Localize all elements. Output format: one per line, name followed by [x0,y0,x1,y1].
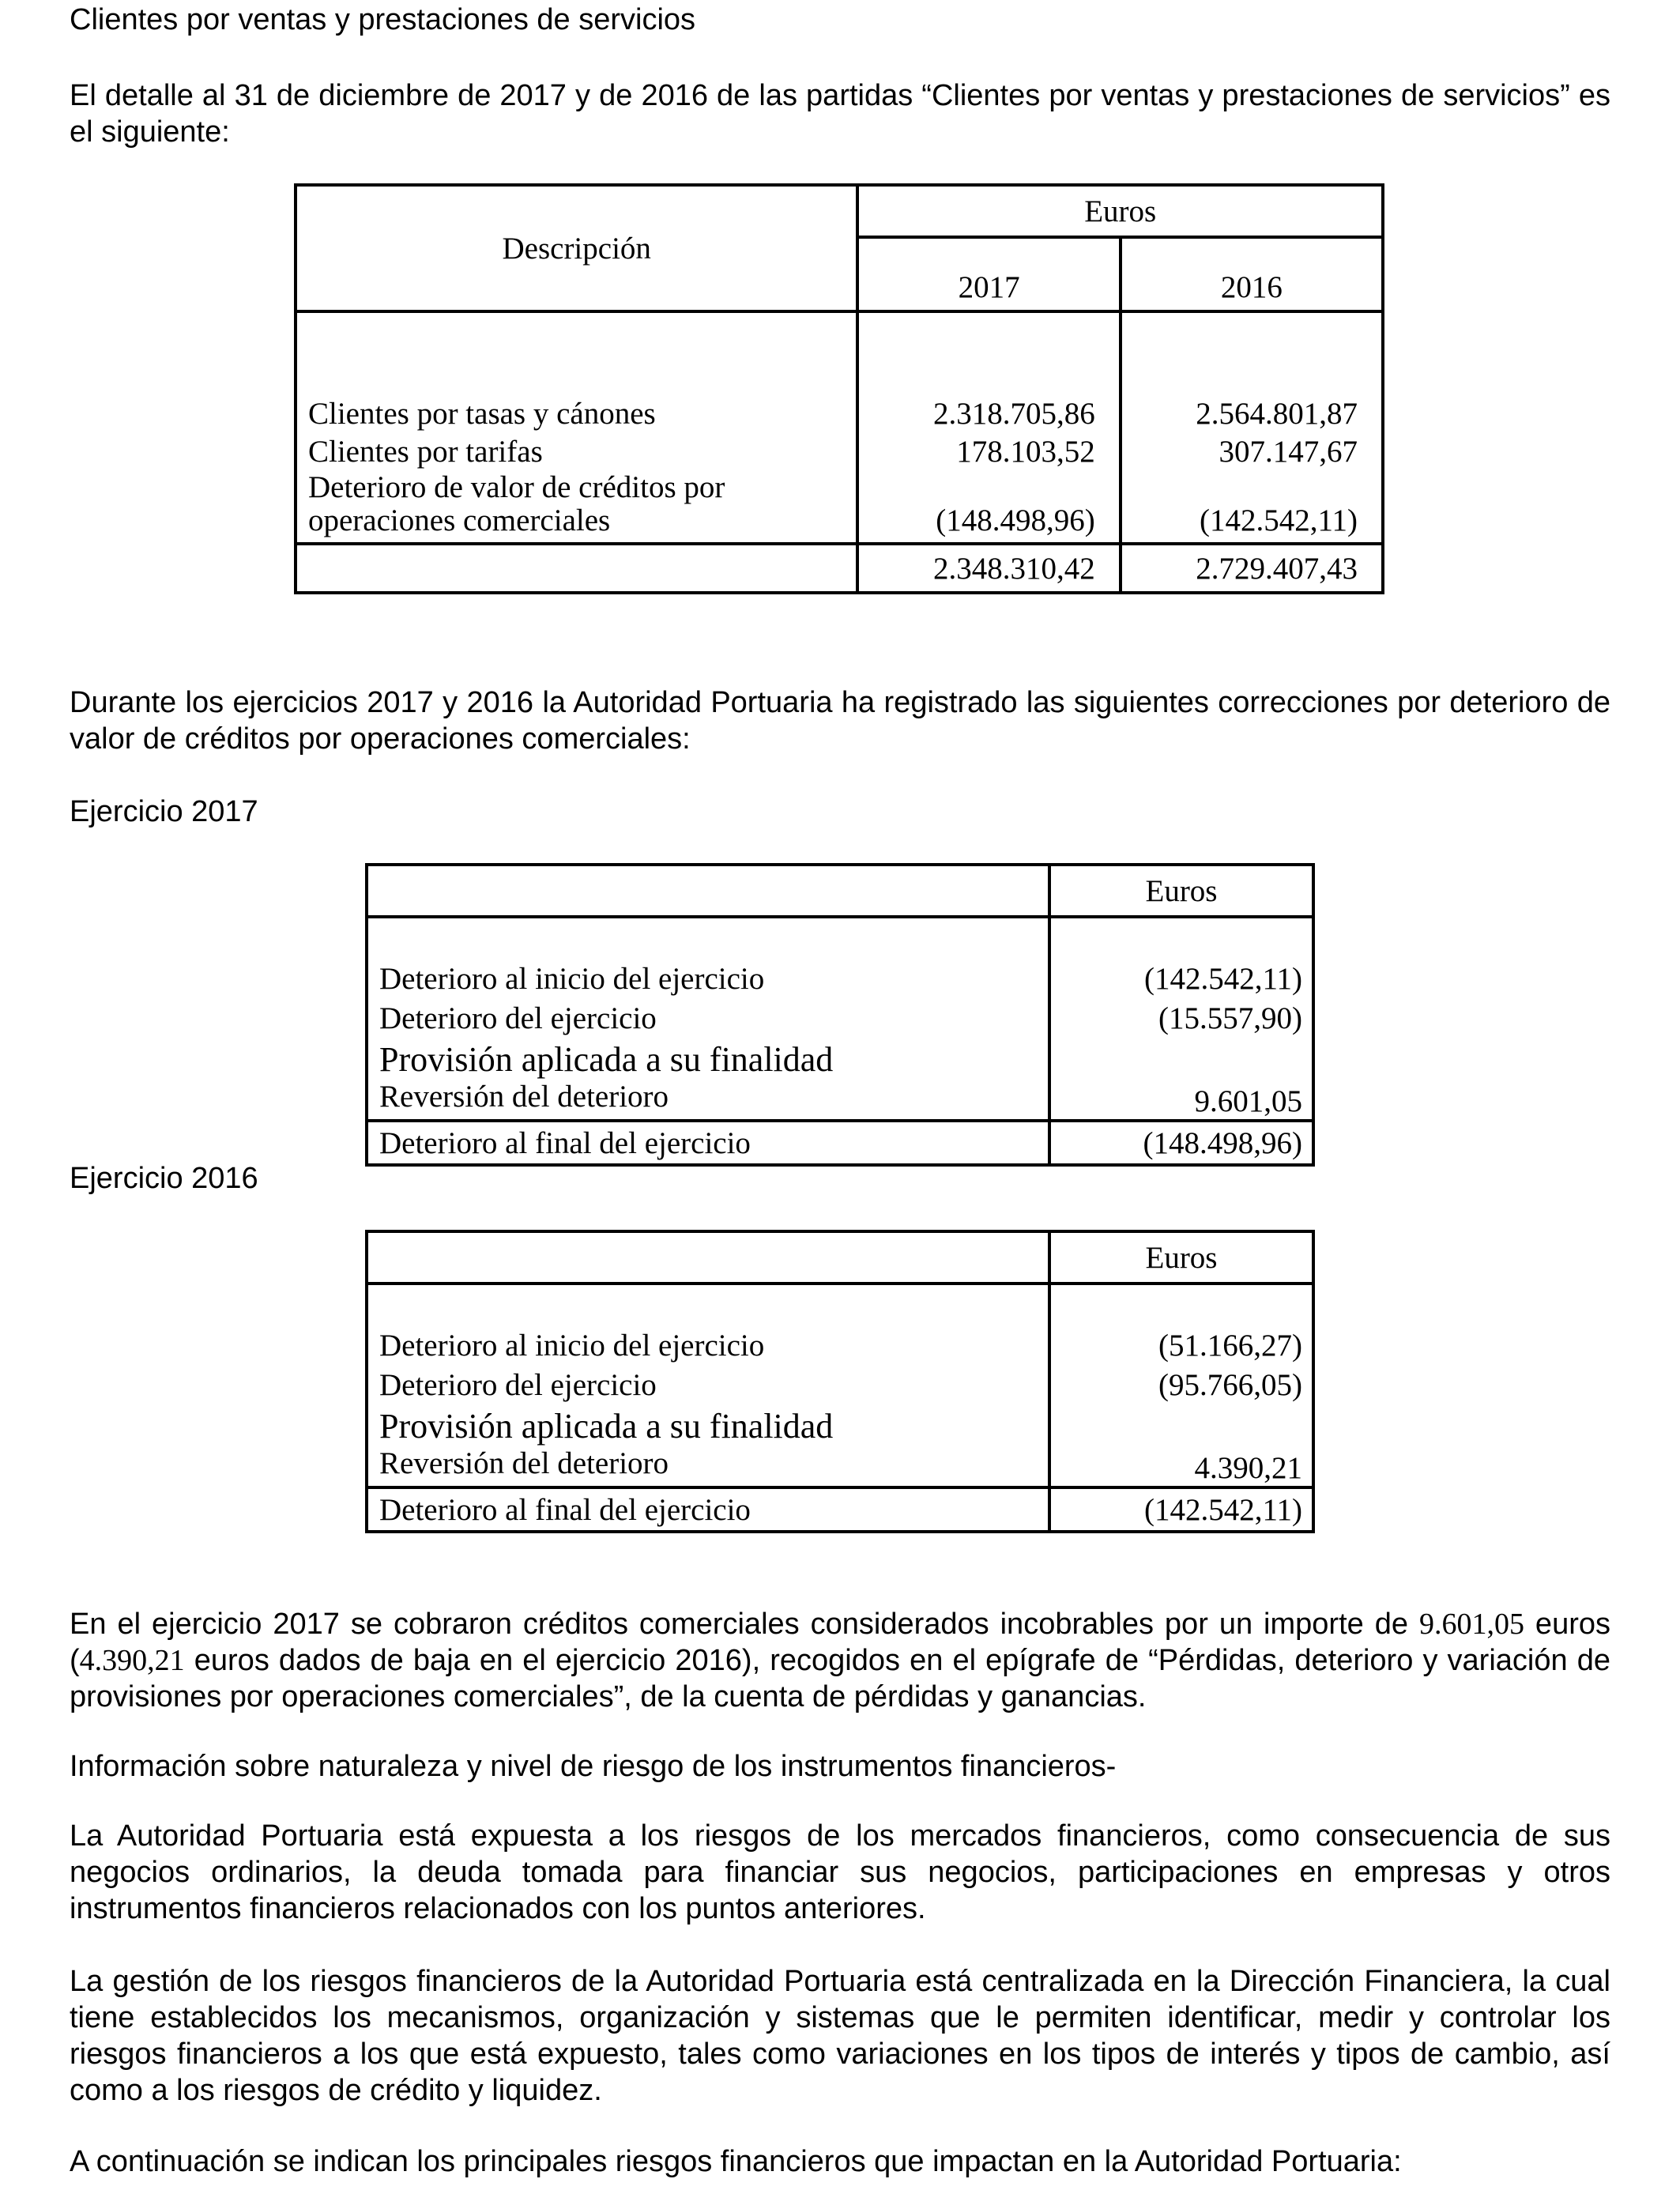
value-cell [1062,1039,1302,1081]
risk-paragraph-3: A continuación se indican los principales riesgos financieros que impactan en la Autoridad Portuaria: [70,2145,1402,2178]
risk-paragraph-2: La gestión de los riesgos financieros de la Autoridad Portuaria está centralizada en la Dirección Financiera, la cual tiene establecidos los mecanismos, organización y sistemas que le permiten identificar, medir y controlar los riesgos financieros a los que está expuesto, tales como variaciones en los tipos de interés y tipos de cambio, así como a los riesgos de crédito y liquidez. [70,1965,1610,2107]
ejercicio-2017-label: Ejercicio 2017 [70,795,258,828]
values-column [1049,1284,1313,1487]
row-label: operaciones comerciales [308,503,611,537]
row-label: Reversión del deterioro [379,1080,669,1114]
final-label: Deterioro al final del ejercicio [367,1487,1049,1532]
row-label: Deterioro al inicio del ejercicio [379,1329,765,1363]
currency-header: Euros [1049,1231,1313,1284]
value-cell: (142.542,11) [1199,503,1358,537]
row-label: Clientes por tarifas [308,435,543,469]
empty-header [367,1231,1049,1284]
row-label: Reversión del deterioro [379,1446,669,1480]
value-cell: 178.103,52 [956,435,1095,469]
intro-paragraph: El detalle al 31 de diciembre de 2017 y de 2016 de las partidas “Clientes por ventas y prestaciones de servicios” es el siguiente: [70,79,1610,149]
labels-column [367,917,1049,1121]
value-cell: 9.601,05 [1194,1084,1302,1118]
description-header: Descripción [296,185,857,311]
row-label: Deterioro de valor de créditos por [308,470,725,504]
value-cell: 2.564.801,87 [1196,397,1358,431]
value-cell: (142.542,11) [1143,962,1302,996]
value-cell: (15.557,90) [1158,1001,1302,1035]
impairment-2017-table [365,863,1315,1167]
clients-table [294,183,1384,594]
row-label: Provisión aplicada a su finalidad [379,1407,834,1446]
collected-text-3: euros dados de baja en el ejercicio 2016), recogidos en el epígrafe de “Pérdidas, deterioro y variación de provisiones por operaciones comerciales”, de la cuenta de pérdidas y ganancias. [70,1644,1610,1713]
value-cell: 4.390,21 [1194,1451,1302,1485]
value-cell: 307.147,67 [1219,435,1358,469]
final-value: (148.498,96) [1049,1121,1313,1165]
description-column [296,311,857,544]
value-cell: (51.166,27) [1158,1329,1302,1363]
collected-paragraph [70,1606,1610,1715]
impairment-2016-table [365,1230,1315,1533]
ejercicio-2016-label: Ejercicio 2016 [70,1162,258,1195]
value-cell [1062,1405,1302,1448]
value-cell: (148.498,96) [936,503,1095,537]
year-2017-header: 2017 [857,237,1120,311]
currency-header: Euros [857,185,1383,237]
corrections-paragraph: Durante los ejercicios 2017 y 2016 la Autoridad Portuaria ha registrado las siguientes correcciones por deterioro de valor de créditos por operaciones comerciales: [70,686,1610,756]
total-2016: 2.729.407,43 [1121,544,1383,593]
currency-header: Euros [1049,865,1313,917]
values-column [1049,917,1313,1121]
row-label: Deterioro del ejercicio [379,1001,657,1035]
risk-heading: Información sobre naturaleza y nivel de riesgo de los instrumentos financieros- [70,1750,1117,1783]
collected-amount-2017: 9.601,05 [1418,1608,1524,1641]
total-label-cell [296,544,857,593]
risk-paragraph-1: La Autoridad Portuaria está expuesta a los riesgos de los mercados financieros, como consecuencia de sus negocios ordinarios, la deuda tomada para financiar sus negocios, participaciones en empresas y otros instrumentos financieros relacionados con los puntos anteriores. [70,1819,1610,1925]
collected-text-1: En el ejercicio 2017 se cobraron créditos comerciales considerados incobrables por un importe de [70,1608,1419,1641]
collected-amount-2016: 4.390,21 [79,1644,185,1677]
total-2017: 2.348.310,42 [857,544,1120,593]
section-title: Clientes por ventas y prestaciones de servicios [70,3,696,36]
value-cell: (95.766,05) [1158,1368,1302,1402]
row-label: Clientes por tasas y cánones [308,397,656,431]
values-2017-column [857,311,1120,544]
labels-column [367,1284,1049,1487]
value-cell: 2.318.705,86 [932,397,1095,431]
final-value: (142.542,11) [1049,1487,1313,1532]
row-label: Deterioro al inicio del ejercicio [379,962,765,996]
values-2016-column [1121,311,1383,544]
row-label: Provisión aplicada a su finalidad [379,1040,834,1079]
final-label: Deterioro al final del ejercicio [367,1121,1049,1165]
collected-text-2: euros ( [70,1608,1610,1677]
year-2016-header: 2016 [1121,237,1383,311]
row-label: Deterioro del ejercicio [379,1368,657,1402]
empty-header [367,865,1049,917]
